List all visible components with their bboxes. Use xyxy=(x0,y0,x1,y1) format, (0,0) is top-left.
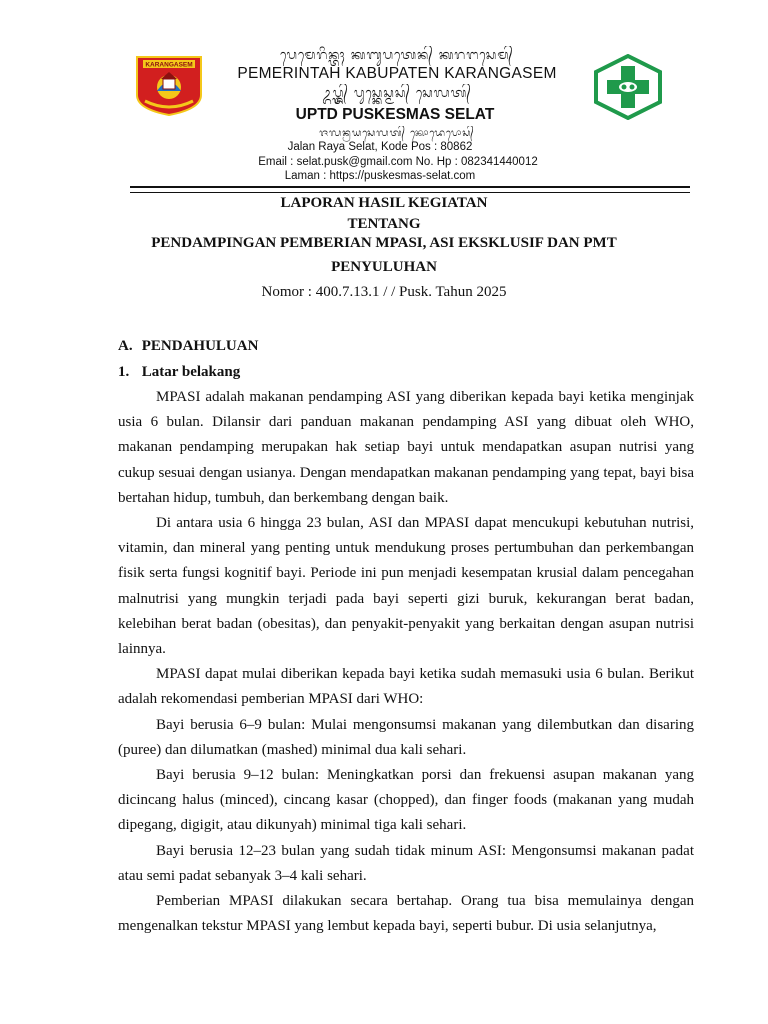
website-line: Laman : https://puskesmas-selat.com xyxy=(284,170,476,182)
subsection-title: Latar belakang xyxy=(141,364,241,380)
paragraph: Bayi berusia 12–23 bulan yang sudah tidak minum ASI: Mengonsumsi makanan padat atau semi padat sebanyak 3–4 kali sehari. xyxy=(118,842,694,884)
section-letter: A. xyxy=(118,338,133,354)
letterhead-divider-thin xyxy=(130,192,690,193)
balinese-script-line: ᬚᬮᬦ᭄ᬭᬬᬲᬾᬮᬢ᭄ ᬓᭀᬤᬾᬧᭀᬲ᭄ xyxy=(319,128,475,139)
letterhead-divider-thick xyxy=(130,186,690,188)
report-subject: PENDAMPINGAN PEMBERIAN MPASI, ASI EKSKLUSIF DAN PMT xyxy=(151,235,617,251)
paragraph: Di antara usia 6 hingga 23 bulan, ASI dan MPASI dapat mencukupi kebutuhan nutrisi, vitamin, dan mineral yang penting untuk mendukung proses pertumbuhan dan perkembangan fisik serta fungsi kognitif bayi. Periode ini pun menjadi kesempatan krusial dalam pencegahan malnutrisi yang mungkin terjadi pada bayi seperti gizi buruk, kekurangan berat badan, kelebihan berat badan (obesitas), dan penyakit-penyakit yang berkaitan dengan asupan nutrisi lainnya. xyxy=(118,515,694,658)
karangasem-emblem-logo xyxy=(133,55,205,117)
paragraph: Pemberian MPASI dilakukan secara bertahap. Orang tua bisa memulainya dengan mengenalkan tekstur MPASI yang lembut kepada bayi, seperti bubur. Di usia selanjutnya, xyxy=(118,893,694,935)
section-title: PENDAHULUAN xyxy=(141,338,259,354)
report-subject-continued: PENYULUHAN xyxy=(331,259,437,275)
balinese-script-line: ᬉᬧ᭄ᬢ᭄ᬤ᭄ ᬧᬸᬲ᭄ᬓᬾᬲ᭄ᬫᬲ᭄ ᬲᬾᬮᬢ᭄ xyxy=(322,86,472,101)
report-body xyxy=(118,333,694,939)
subsection-heading xyxy=(118,359,694,385)
balinese-script-line: ᬧᬾᬫᬾᬭᬶᬦ᭄ᬢᬄ ᬓᬩᬸᬧᬢᬾᬦ᭄ ᬓᬭᬗᬲᬾᬫ᭄ xyxy=(280,48,514,63)
paragraph: MPASI adalah makanan pendamping ASI yang diberikan kepada bayi ketika menginjak usia 6 bulan. Dilansir dari panduan makanan pendamping ASI yang dibuat oleh WHO, makanan pendamping merupakan hak setiap bayi untuk mendapatkan asupan nutrisi yang cukup sesuai dengan usianya. Dengan mendapatkan makanan pendamping yang tepat, bayi bisa bertahan hidup, tumbuh, dan berkembang dengan baik. xyxy=(118,389,694,506)
government-name: PEMERINTAH KABUPATEN KARANGASEM xyxy=(237,65,557,82)
address-line: Jalan Raya Selat, Kode Pos : 80862 xyxy=(287,141,473,153)
paragraph: Bayi berusia 9–12 bulan: Meningkatkan porsi dan frekuensi asupan makanan yang dicincang halus (minced), cincang kasar (chopped), dan finger foods (makanan yang mudah dipegang, digigit, atau dikunyah) minimal tiga kali sehari. xyxy=(118,767,694,834)
unit-name: UPTD PUSKESMAS SELAT xyxy=(295,106,495,123)
puskesmas-logo xyxy=(592,54,664,120)
paragraph: MPASI dapat mulai diberikan kepada bayi ketika sudah memasuki usia 6 bulan. Berikut adalah rekomendasi pemberian MPASI dari WHO: xyxy=(118,666,694,708)
emblem-label: KARANGASEM xyxy=(145,61,193,69)
paragraph: Bayi berusia 6–9 bulan: Mulai mengonsumsi makanan yang dilembutkan dan disaring (puree) dan dilumatkan (mashed) minimal dua kali sehari. xyxy=(118,716,694,758)
contact-line: Email : selat.pusk@gmail.com No. Hp : 082341440012 xyxy=(258,156,538,168)
report-title: LAPORAN HASIL KEGIATAN xyxy=(280,195,488,211)
report-title-tentang: TENTANG xyxy=(347,216,421,232)
section-heading xyxy=(118,333,694,359)
document-number: Nomor : 400.7.13.1 / / Pusk. Tahun 2025 xyxy=(261,284,507,300)
subsection-number: 1. xyxy=(118,364,130,380)
